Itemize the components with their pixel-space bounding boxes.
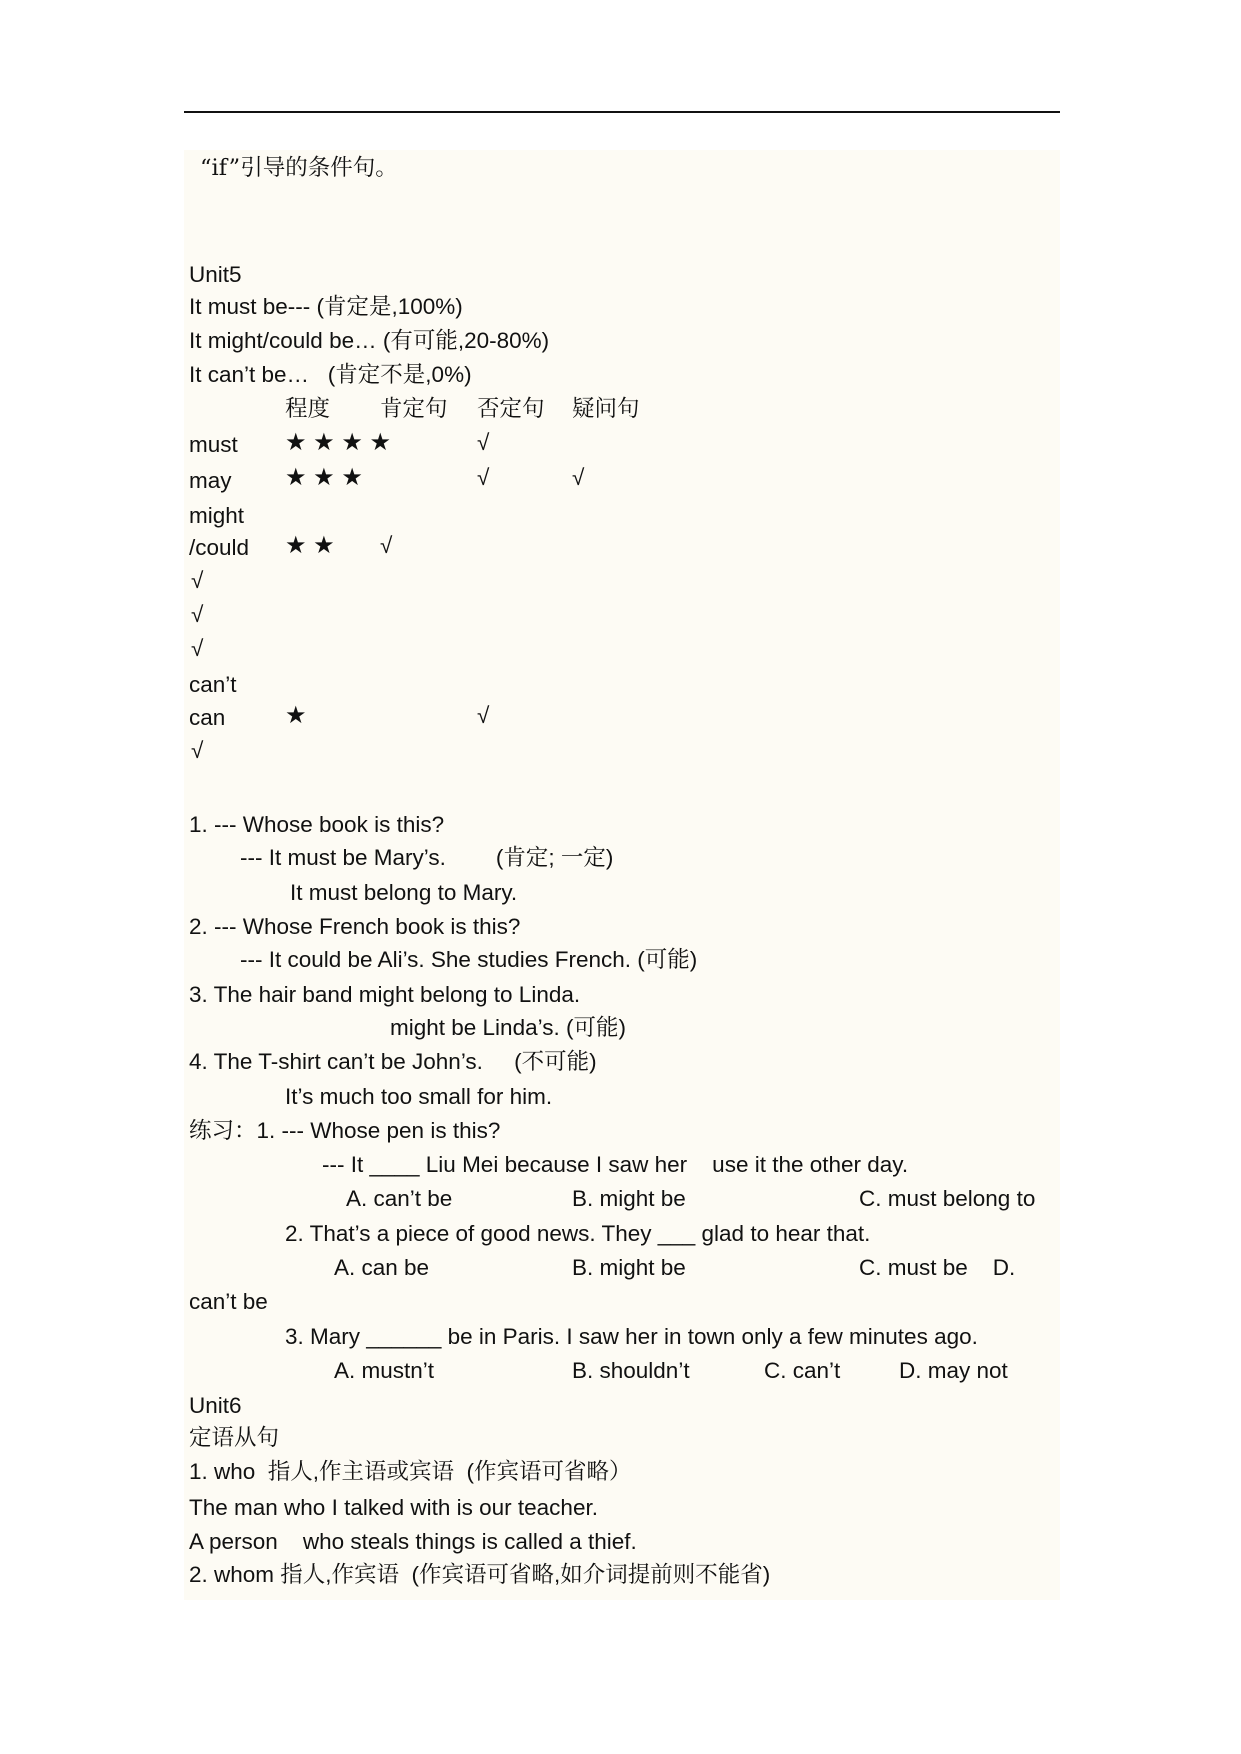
example-1-question: 1. --- Whose book is this?	[189, 812, 445, 837]
example-1-alt: It must belong to Mary.	[290, 880, 518, 905]
example-4-reason: It’s much too small for him.	[285, 1084, 553, 1109]
practice-q1: --- It ____ Liu Mei because I saw her use it the other day.	[322, 1152, 909, 1177]
row-might-check: √	[380, 533, 393, 558]
example-3: 3. The hair band might belong to Linda.	[189, 982, 581, 1007]
table-header-affirmative: 肯定句	[380, 396, 448, 422]
row-can-check: √	[477, 703, 490, 728]
example-2-question: 2. --- Whose French book is this?	[189, 914, 521, 939]
stray-check: √	[191, 602, 204, 627]
practice-q3: 3. Mary ______ be in Paris. I saw her in town only a few minutes ago.	[285, 1324, 978, 1349]
unit6-subtitle: 定语从句	[189, 1425, 280, 1451]
unit6-who: 1. who 指人,作主语或宾语 (作宾语可省略）	[189, 1459, 632, 1484]
example-2-answer: --- It could be Ali’s. She studies French. (可能)	[240, 947, 698, 972]
practice-q3-option-a: A. mustn’t	[334, 1358, 435, 1383]
unit6-whom: 2. whom 指人,作宾语 (作宾语可省略,如介词提前则不能省)	[189, 1562, 771, 1587]
row-could-label: /could	[189, 535, 250, 560]
row-might-label: might	[189, 503, 245, 528]
practice-q2: 2. That’s a piece of good news. They ___ glad to hear that.	[285, 1221, 871, 1246]
row-can-check-wrap: √	[191, 738, 204, 763]
table-header-degree: 程度	[285, 396, 331, 422]
unit6-example-2: A person who steals things is called a thief.	[189, 1529, 637, 1554]
practice-q3-option-d: D. may not	[899, 1358, 1008, 1383]
practice-q2-wrap: can’t be	[189, 1289, 268, 1314]
practice-q1-option-b: B. might be	[572, 1186, 686, 1211]
intro-line: “if”引导的条件句。	[200, 155, 398, 181]
practice-q2-option-a: A. can be	[334, 1255, 430, 1280]
row-may-check-question: √	[572, 465, 585, 490]
row-might-stars: ★ ★	[285, 532, 335, 559]
row-cant-label: can’t	[189, 672, 237, 697]
row-can-stars: ★	[285, 702, 307, 729]
row-may-stars: ★ ★ ★	[285, 464, 363, 491]
example-4: 4. The T-shirt can’t be John’s. (不可能)	[189, 1049, 597, 1074]
unit5-title: Unit5	[189, 262, 242, 287]
row-may-label: may	[189, 468, 232, 493]
practice-q3-option-c: C. can’t	[764, 1358, 841, 1383]
row-may-check-negative: √	[477, 465, 490, 490]
practice-q3-option-b: B. shouldn’t	[572, 1358, 690, 1383]
unit6-title: Unit6	[189, 1393, 242, 1418]
practice-q1-option-c: C. must belong to	[859, 1186, 1036, 1211]
rule-might: It might/could be… (有可能,20-80%)	[189, 328, 550, 353]
practice-q1-option-a: A. can’t be	[346, 1186, 453, 1211]
example-3-alt: might be Linda’s. (可能)	[390, 1015, 626, 1040]
practice-q2-option-b: B. might be	[572, 1255, 686, 1280]
row-must-check: √	[477, 430, 490, 455]
row-can-label: can	[189, 705, 226, 730]
rule-must: It must be--- (肯定是,100%)	[189, 294, 463, 319]
table-header-question: 疑问句	[572, 396, 640, 422]
rule-cant: It can’t be… (肯定不是,0%)	[189, 362, 472, 387]
stray-check: √	[191, 568, 204, 593]
header-rule	[184, 111, 1060, 113]
stray-check: √	[191, 636, 204, 661]
row-must-stars: ★ ★ ★ ★	[285, 429, 392, 456]
unit6-example-1: The man who I talked with is our teacher.	[189, 1495, 598, 1520]
table-header-negative: 否定句	[477, 396, 545, 422]
practice-label: 练习：1. --- Whose pen is this?	[189, 1118, 501, 1143]
practice-q2-option-cd: C. must be D.	[859, 1255, 1016, 1280]
example-1-answer: --- It must be Mary’s. (肯定; 一定)	[240, 845, 614, 870]
row-must-label: must	[189, 432, 238, 457]
